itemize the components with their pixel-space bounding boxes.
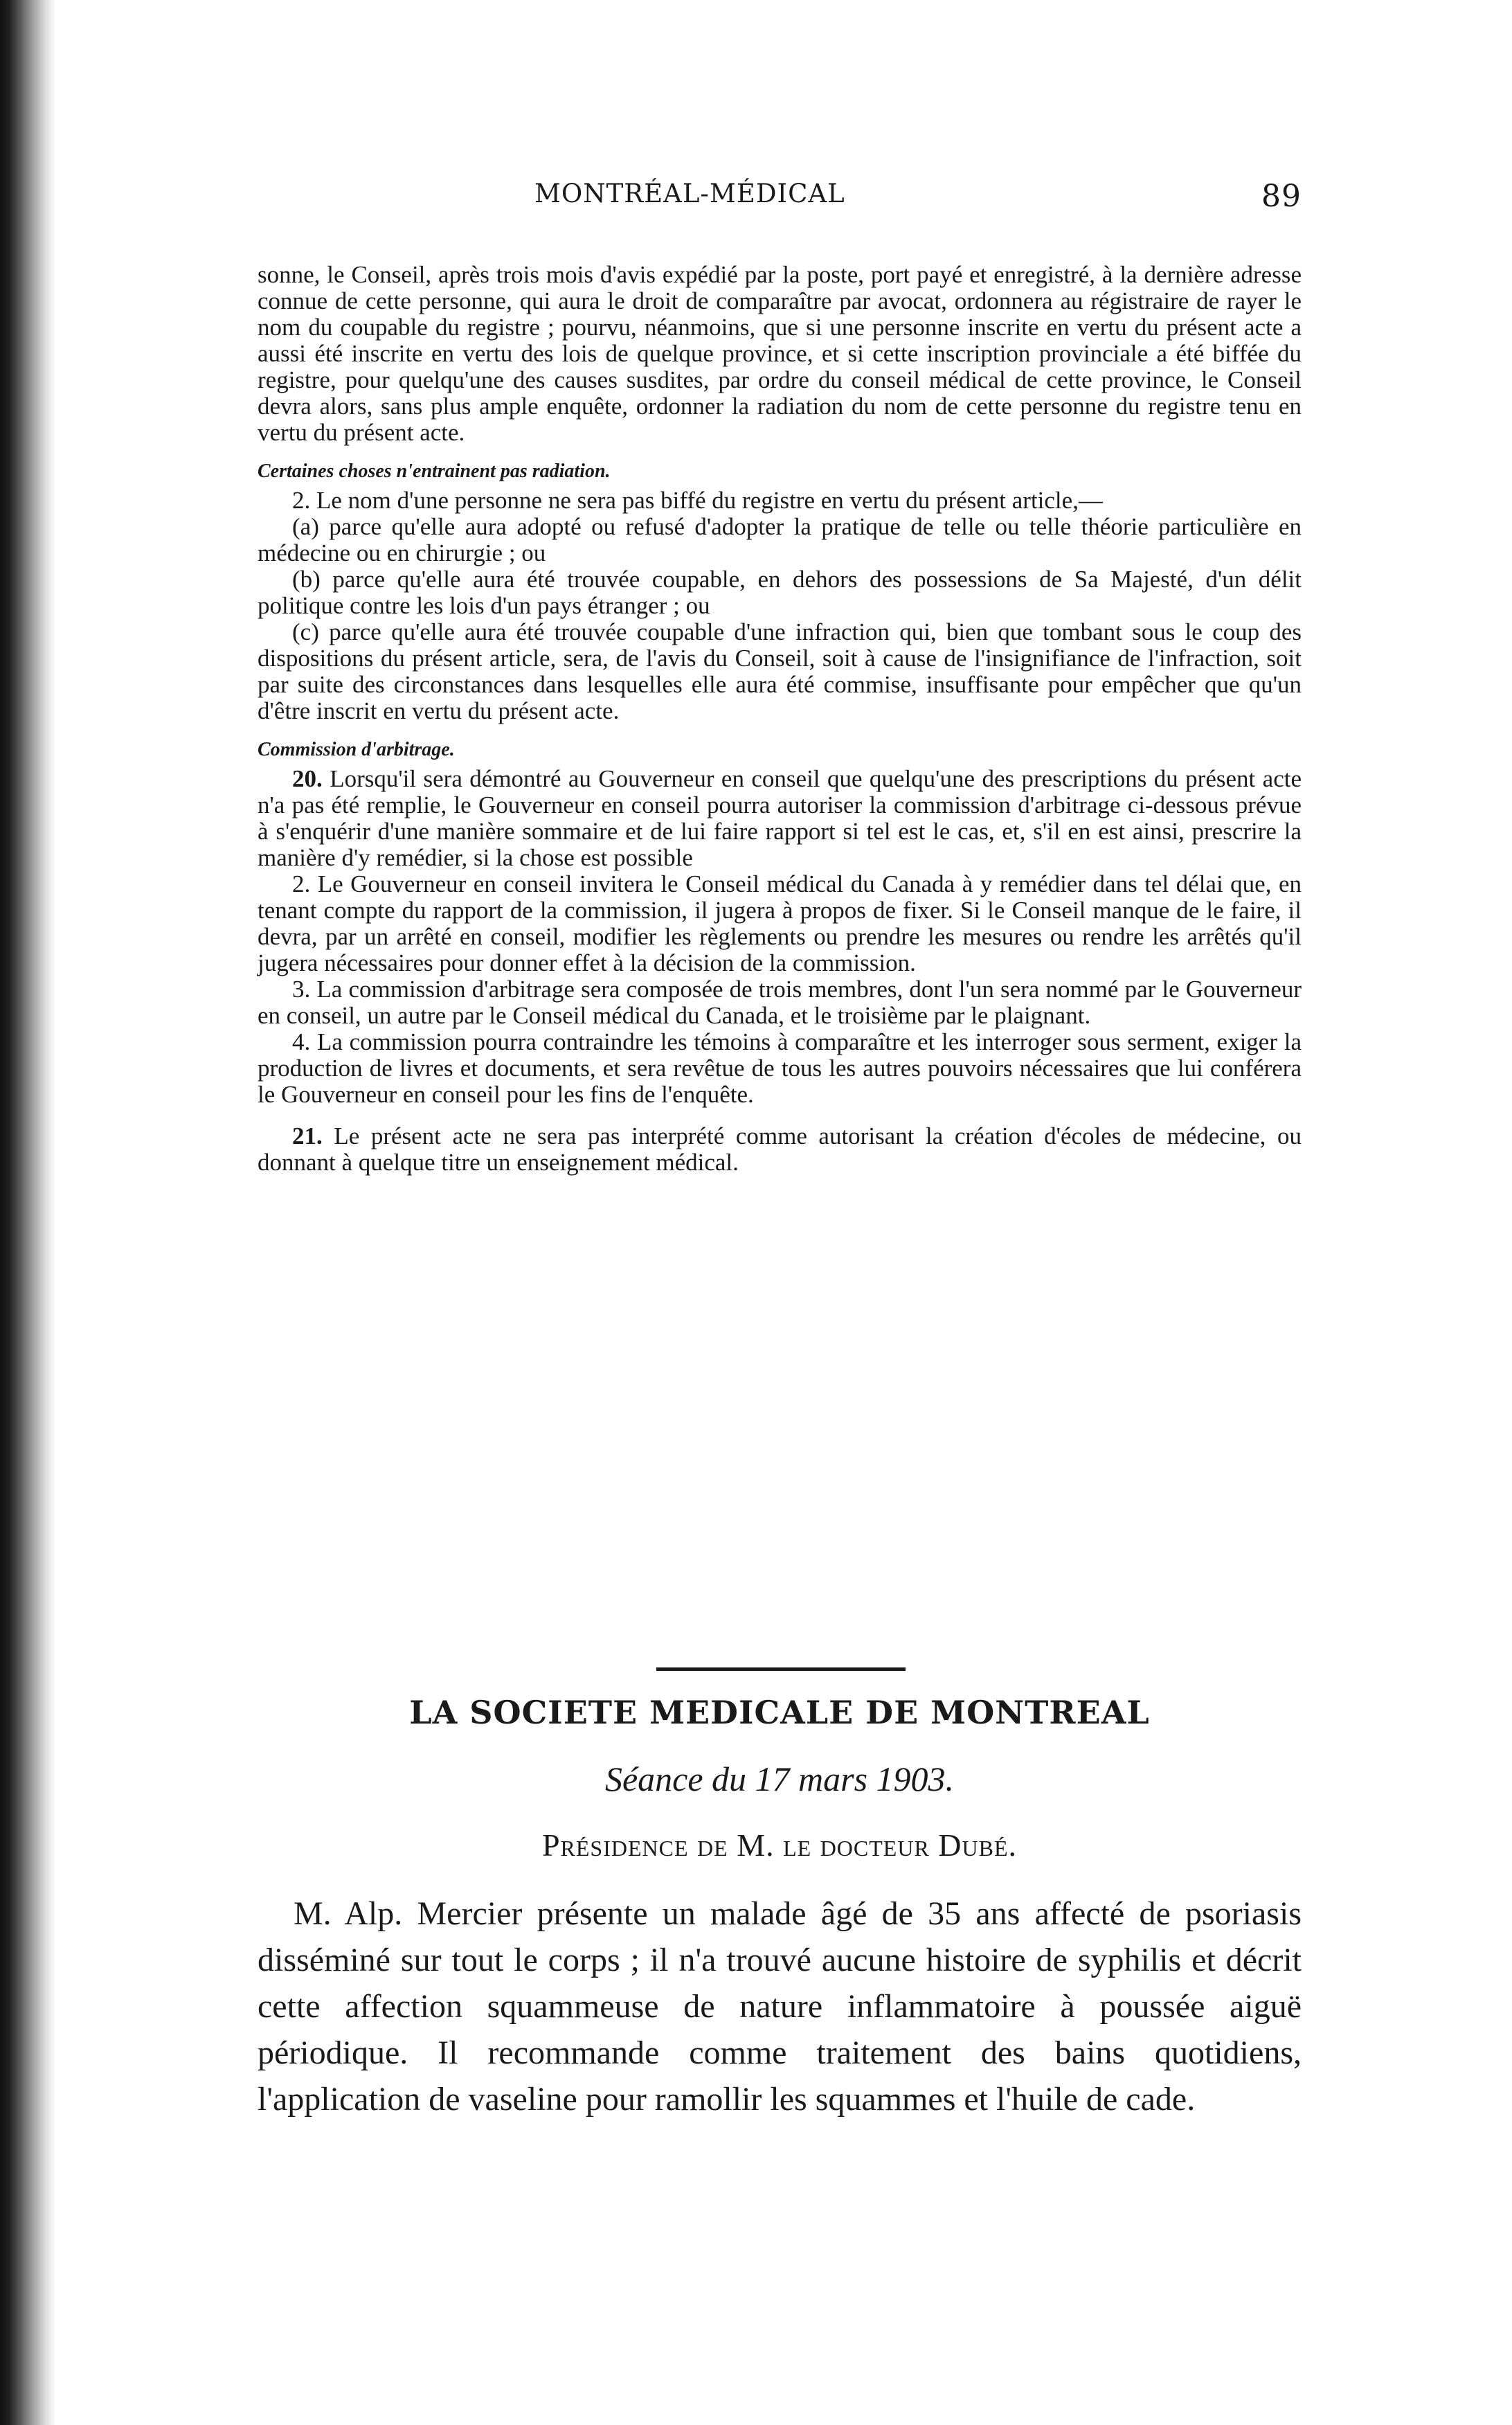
body-paragraph: M. Alp. Mercier présente un malade âgé de 35 ans affecté de psoriasis disséminé sur tout le corps ; il n'a trouvé aucune histoire de syphilis et décrit cette affection squammeuse de nature inflammatoire à poussée aiguë périodique. Il recommande comme traitement des bains quotidiens, l'application de vaseline pour ramollir les squammes et l'huile de cade. xyxy=(258,1895,1302,2118)
presidency-line: Présidence de M. le docteur Dubé. xyxy=(541,1827,1018,1863)
book-binding-edge xyxy=(0,0,55,2425)
running-header xyxy=(258,179,1302,220)
statute-paragraph: 2. Le nom d'une personne ne sera pas biffé du registre en vertu du présent article,— xyxy=(292,487,1103,514)
page-number: 89 xyxy=(1261,179,1302,214)
statute-paragraph: 2. Le Gouverneur en conseil invitera le Conseil médical du Canada à y remédier dans tel délai que, en tenant compte du rapport de la commission, il jugera à propos de fixer. Si le Conseil manque de le faire, il devra, par un arrêté en conseil, modifier les règlements ou prendre les mesures ou rendre les arrêtés qu'il jugera nécessaires pour donner effet à la décision de la commission. xyxy=(258,870,1302,976)
document-page xyxy=(258,0,1302,2425)
section-number: 20. xyxy=(292,765,323,792)
running-title: MONTRÉAL-MÉDICAL xyxy=(534,179,845,208)
statute-paragraph: 3. La commission d'arbitrage sera composée de trois membres, dont l'un sera nommé par le Gouverneur en conseil, un autre par le Conseil médical du Canada, et le troisième par le plaignant. xyxy=(258,976,1302,1029)
statute-clause: (c) parce qu'elle aura été trouvée coupable d'une infraction qui, bien que tombant sous le coup des dispositions du présent article, sera, de l'avis du Conseil, soit à cause de l'insignifiance de l'infraction, soit par suite des circonstances dans lesquelles elle aura été commise, insuffisante pour empêcher que qu'un d'être inscrit en vertu du présent acte. xyxy=(258,618,1302,724)
section-text: Lorsqu'il sera démontré au Gouverneur en conseil que quelqu'une des prescriptions du présent acte n'a pas été remplie, le Gouverneur en conseil pourra autoriser la commission d'arbitrage ci-dessous prévue à s'enquérir d'une manière sommaire et de lui faire rapport si tel est le cas, et, s'il en est ainsi, prescrire la manière d'y remédier, si la chose est possible xyxy=(258,765,1302,871)
statute-clause: (b) parce qu'elle aura été trouvée coupable, en dehors des possessions de Sa Majesté, d'un délit politique contre les lois d'un pays étranger ; ou xyxy=(258,566,1302,619)
section-text: Le présent acte ne sera pas interprété comme autorisant la création d'écoles de médecine, ou donnant à quelque titre un enseignement médical. xyxy=(258,1122,1302,1176)
session-date: Séance du 17 mars 1903. xyxy=(604,1760,955,1798)
statute-text xyxy=(258,262,1302,1176)
statute-paragraph: 4. La commission pourra contraindre les témoins à comparaître et les interroger sous serment, exiger la production de livres et documents, et sera revêtue de tous les autres pouvoirs nécessaires que lui conférera le Gouverneur en conseil pour les fins de l'enquête. xyxy=(258,1028,1302,1108)
margin-note: Commission d'arbitrage. xyxy=(258,739,455,760)
statute-clause: (a) parce qu'elle aura adopté ou refusé d'adopter la pratique de telle ou telle théorie particulière en médecine ou en chirurgie ; ou xyxy=(258,513,1302,566)
section-21 xyxy=(258,1123,1302,1176)
section-divider xyxy=(656,1667,906,1671)
section-number: 21. xyxy=(292,1122,323,1149)
margin-note: Certaines choses n'entrainent pas radiation. xyxy=(258,460,611,482)
statute-paragraph: sonne, le Conseil, après trois mois d'avis expédié par la poste, port payé et enregistré, à la dernière adresse connue de cette personne, qui aura le droit de comparaître par avocat, ordonnera au régistraire de rayer le nom du coupable du registre ; pourvu, néanmoins, que si une personne inscrite en vertu du présent acte a aussi été inscrite en vertu des lois de quelque province, et si cette inscription provinciale a été biffée du registre, pour quelqu'une des causes susdites, par ordre du conseil médical de cette province, le Conseil devra alors, sans plus ample enquête, ordonner la radiation du nom de cette personne du registre tenu en vertu du présent acte. xyxy=(258,261,1302,446)
section-20 xyxy=(258,766,1302,871)
section-heading: LA SOCIETE MEDICALE DE MONTREAL xyxy=(409,1694,1150,1731)
body-text xyxy=(258,1890,1302,2122)
